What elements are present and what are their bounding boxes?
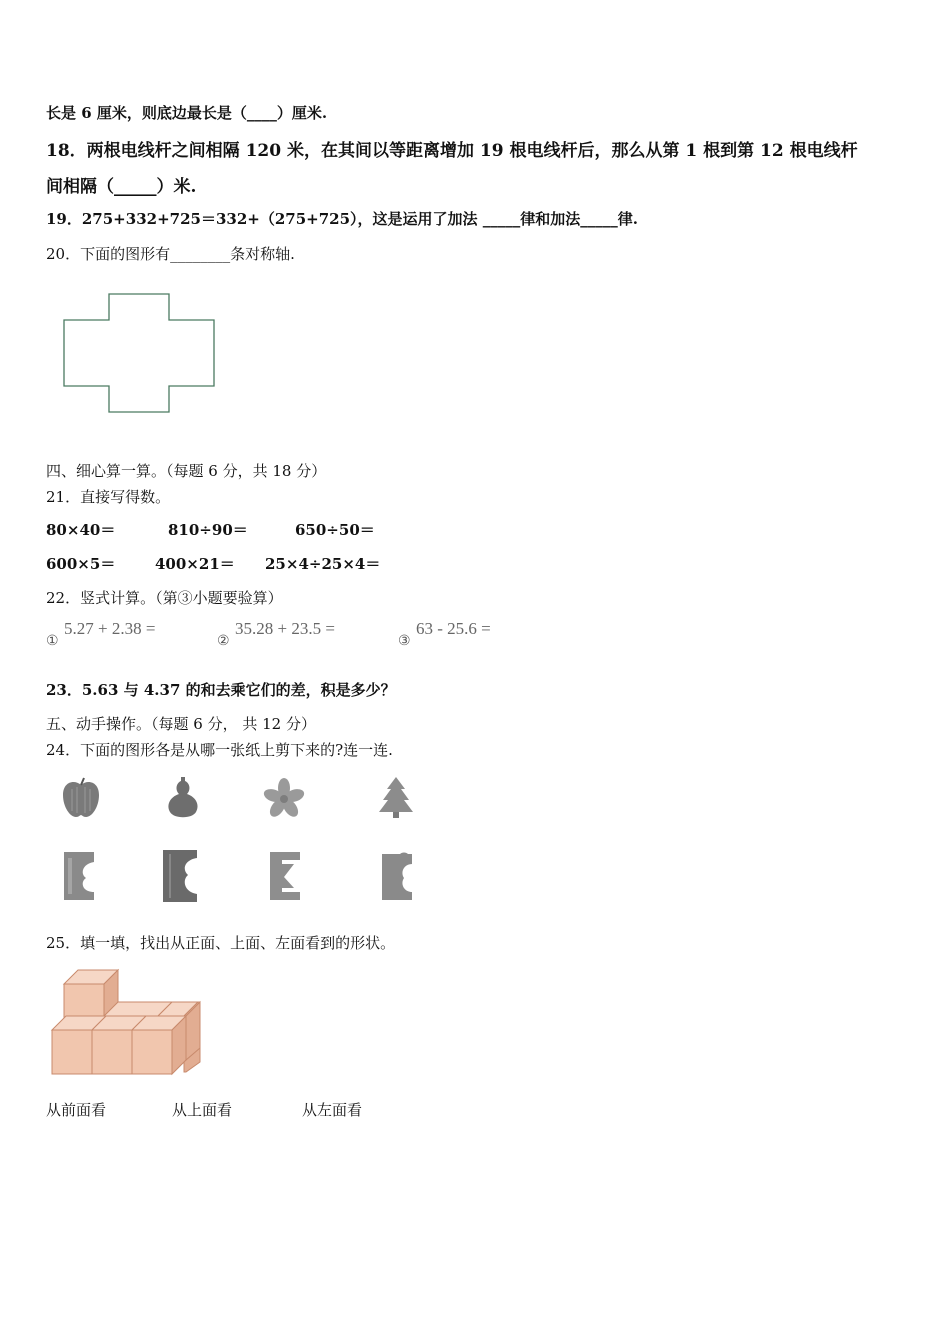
q22-text: 22．竖式计算。（第③小题要验算）	[46, 589, 283, 607]
paper-sheet-1	[62, 850, 98, 902]
stacked-cubes-figure	[50, 962, 210, 1077]
q22-expr-3: 63 - 25.6 =	[416, 619, 491, 638]
q21-item-5: 400×21＝	[155, 555, 235, 573]
view-label-top: 从上面看	[172, 1101, 233, 1119]
q21-item-2: 810÷90＝	[168, 521, 248, 539]
view-label-front: 从前面看	[46, 1101, 107, 1119]
paper-sheet-3	[268, 850, 304, 902]
q20-text: 20．下面的图形有________条对称轴.	[46, 245, 295, 263]
q18-line-2: 间相隔（_____）米.	[46, 177, 197, 197]
q23-text: 23．5.63 与 4.37 的和去乘它们的差，积是多少？	[46, 681, 396, 699]
q19-text: 19．275+332+725＝332+（275+725），这是运用了加法 _____律和加法_____律.	[46, 210, 638, 228]
gourd-cutout-icon	[163, 775, 203, 821]
q22-marker-3: ③	[398, 633, 411, 649]
flower-cutout-icon	[262, 777, 306, 821]
section-5-heading: 五、动手操作。（每题 6 分， 共 12 分）	[46, 715, 316, 733]
view-label-left: 从左面看	[302, 1101, 363, 1119]
paper-sheet-4	[380, 850, 416, 904]
q18-line-1: 18．两根电线杆之间相隔 120 米，在其间以等距离增加 19 根电线杆后，那么从第 1 根到第 12 根电线杆	[46, 141, 858, 161]
q22-expr-2: 35.28 + 23.5 =	[235, 619, 335, 638]
paper-sheet-2	[160, 848, 200, 904]
section-4-heading: 四、细心算一算。（每题 6 分，共 18 分）	[46, 462, 327, 480]
tree-cutout-icon	[376, 775, 416, 821]
q22-expr-1: 5.27 + 2.38 =	[64, 619, 156, 638]
q22-marker-2: ②	[217, 633, 230, 649]
cross-shape-figure	[62, 292, 222, 417]
apple-cutout-icon	[60, 777, 102, 819]
q25-text: 25．填一填，找出从正面、上面、左面看到的形状。	[46, 934, 396, 952]
q17-tail-text: 长是 6 厘米，则底边最长是（____）厘米.	[46, 104, 328, 122]
q21-text: 21．直接写得数。	[46, 488, 171, 506]
q21-item-6: 25×4÷25×4＝	[265, 555, 381, 573]
q21-item-3: 650÷50＝	[295, 521, 375, 539]
q22-marker-1: ①	[46, 633, 59, 649]
q21-item-1: 80×40＝	[46, 521, 116, 539]
q24-text: 24．下面的图形各是从哪一张纸上剪下来的?连一连.	[46, 741, 393, 759]
q21-item-4: 600×5＝	[46, 555, 116, 573]
